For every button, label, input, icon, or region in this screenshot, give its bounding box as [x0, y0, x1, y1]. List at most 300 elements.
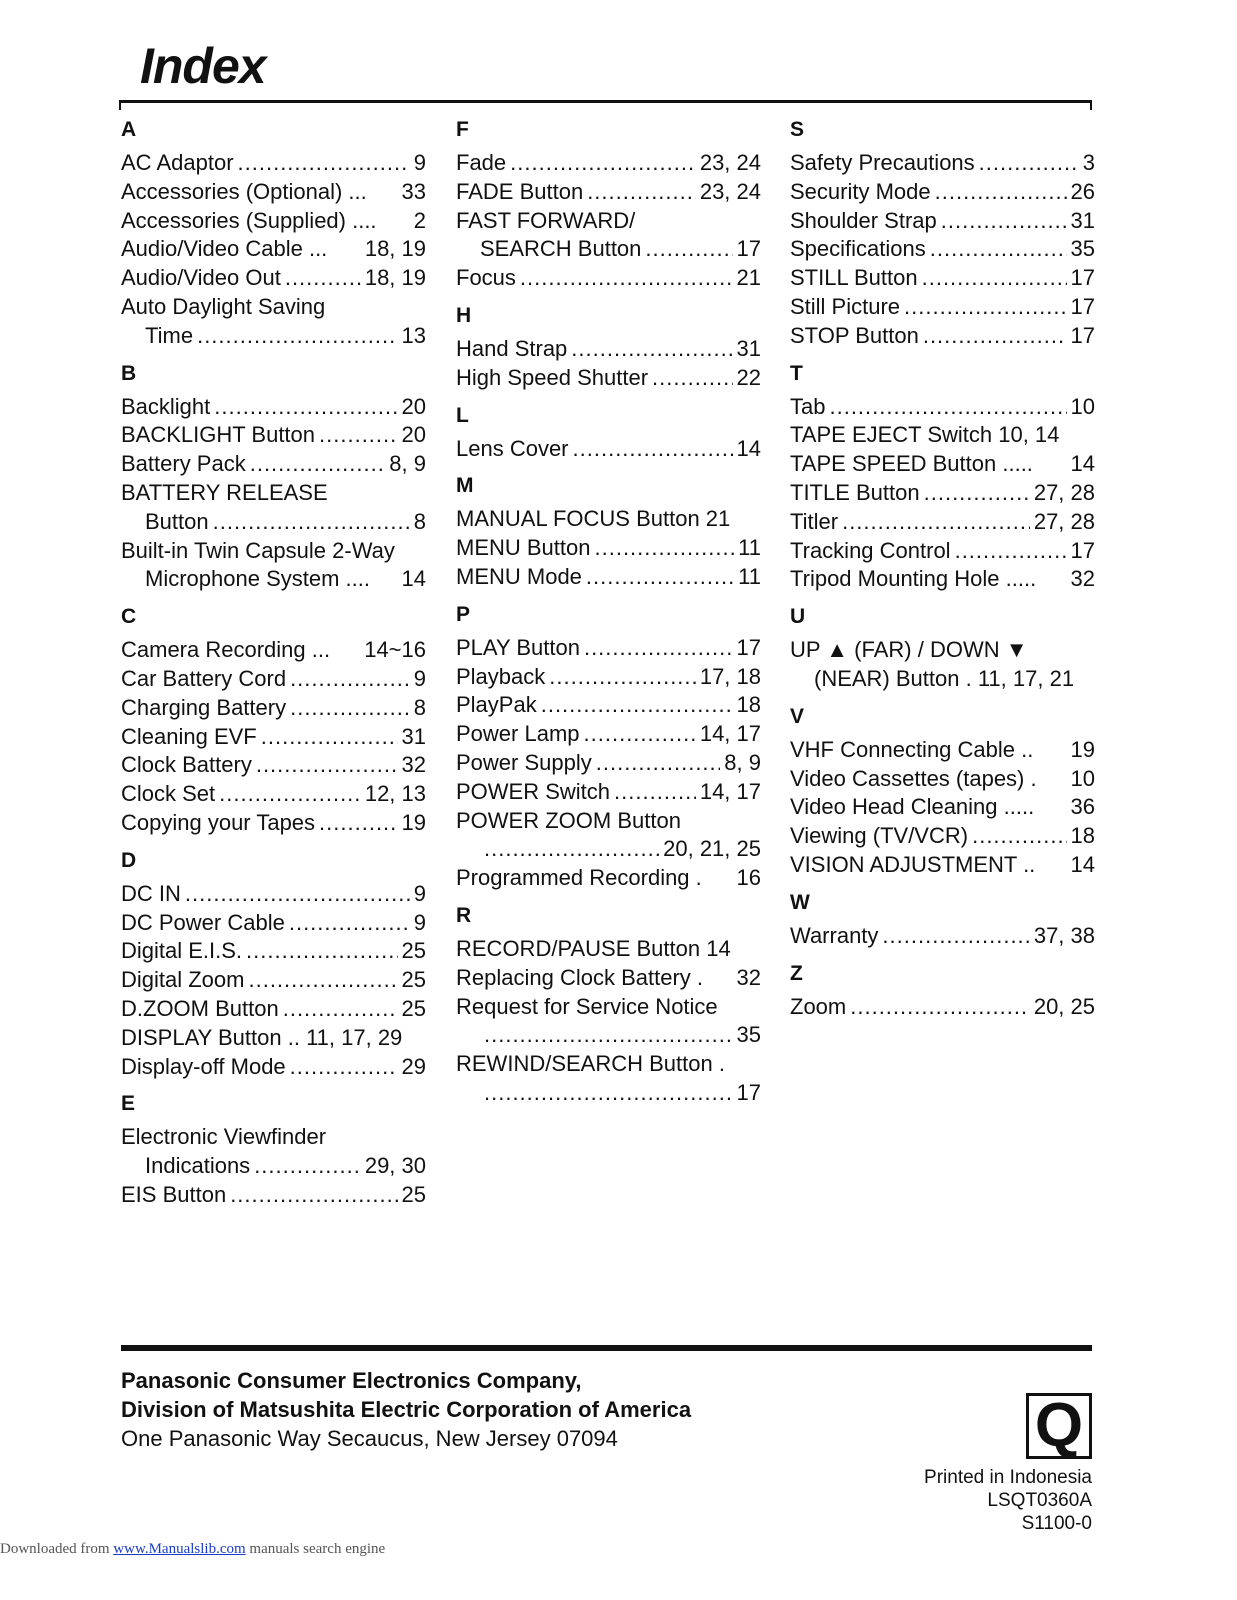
entry-label: Car Battery Cord: [121, 665, 287, 691]
index-entry: [790, 765, 1095, 794]
index-entry: [121, 937, 426, 966]
index-entry: [790, 993, 1095, 1022]
entry-page: 14~16: [364, 637, 426, 663]
section-letter: Z: [790, 961, 803, 985]
index-entry: [790, 293, 1095, 322]
entry-page: 17: [736, 634, 761, 660]
index-entry: [790, 149, 1095, 178]
entry-label: Programmed Recording .: [456, 865, 702, 891]
entry-page: 25: [401, 995, 426, 1021]
index-entry: [790, 851, 1095, 880]
entry-page: 25: [401, 938, 426, 964]
index-section: [456, 602, 761, 893]
entry-label: Battery Pack: [121, 451, 246, 477]
entry-page: 9: [413, 150, 426, 175]
company-division: Division of Matsushita Electric Corporation of America: [121, 1397, 692, 1422]
entry-page: 9: [413, 665, 426, 691]
dot-leader: [587, 178, 696, 207]
company-name: Panasonic Consumer Electronics Company,: [121, 1368, 582, 1393]
index-entry: [790, 421, 1095, 450]
entry-label: Playback: [456, 663, 546, 689]
dot-leader: [290, 694, 410, 723]
entry-page: 20: [401, 393, 426, 419]
entry-label: Camera Recording ...: [121, 637, 331, 663]
dot-leader: [829, 393, 1066, 422]
index-section: [456, 473, 761, 591]
entry-page: 18, 19: [364, 236, 426, 262]
index-entry: [790, 393, 1095, 422]
entry-label: Video Head Cleaning .....: [790, 794, 1035, 820]
footer-rule: [121, 1345, 1092, 1351]
dot-leader: [549, 663, 696, 692]
entry-page: 26: [1070, 178, 1095, 204]
index-entry: [121, 450, 426, 479]
download-prefix: Downloaded from: [0, 1541, 110, 1557]
dot-leader: [652, 364, 732, 393]
entry-page: 18: [736, 692, 761, 718]
index-section: [790, 961, 1095, 1022]
entry-page: 8, 9: [724, 749, 761, 775]
entry-page: 14: [736, 435, 761, 461]
section-letter: V: [790, 704, 805, 728]
dot-leader: [484, 1079, 733, 1108]
entry-label: Accessories (Supplied) ....: [121, 207, 377, 233]
entry-page: 11: [738, 535, 761, 561]
index-entry: [121, 1181, 426, 1210]
index-entry: [121, 178, 426, 207]
index-entry: [790, 636, 1095, 694]
dot-leader: [935, 178, 1067, 207]
index-section: [456, 403, 761, 464]
entry-page: 31: [1070, 207, 1095, 233]
entry-page: 12, 13: [364, 781, 426, 807]
entry-label: PlayPak: [456, 692, 537, 718]
entry-label: Specifications: [790, 236, 926, 262]
model-code: LSQT0360A: [987, 1490, 1092, 1511]
dot-leader: [230, 1181, 397, 1210]
entry-label: Hand Strap: [456, 335, 568, 361]
entry-label: DISPLAY Button .. 11, 17, 29: [121, 1024, 403, 1050]
entry-page: 8: [413, 694, 426, 720]
entry-page: 29: [401, 1053, 426, 1079]
dot-leader: [595, 534, 735, 563]
entry-label: TAPE EJECT Switch 10, 14: [790, 422, 1060, 448]
section-letter: W: [790, 890, 810, 914]
entry-label: BACKLIGHT Button: [121, 422, 316, 448]
entry-label: Titler: [790, 508, 839, 534]
entry-continuation: Indications: [145, 1153, 251, 1179]
dot-leader: [290, 665, 410, 694]
section-letter: D: [121, 848, 137, 872]
dot-leader: [248, 966, 397, 995]
index-entry: [456, 335, 761, 364]
entry-label: VISION ADJUSTMENT ..: [790, 851, 1036, 877]
index-entry: [456, 691, 761, 720]
entry-label: BATTERY RELEASE: [121, 479, 328, 505]
index-entry: [790, 922, 1095, 951]
index-entry: [790, 235, 1095, 264]
index-entry: [790, 537, 1095, 566]
entry-label: TITLE Button: [790, 479, 920, 505]
dot-leader: [238, 149, 410, 178]
index-entry: [790, 264, 1095, 293]
entry-page: 25: [401, 967, 426, 993]
index-entry: [456, 207, 761, 265]
index-entry: [790, 207, 1095, 236]
dot-leader: [319, 809, 397, 838]
entry-page: 37, 38: [1033, 922, 1095, 948]
entry-label: Display-off Mode: [121, 1053, 286, 1079]
index-section: [121, 361, 426, 595]
section-letter: A: [121, 118, 137, 141]
entry-label: Safety Precautions: [790, 150, 975, 175]
entry-label: Accessories (Optional) ...: [121, 178, 367, 204]
entry-page: 14, 17: [699, 778, 761, 804]
entry-label: Auto Daylight Saving: [121, 293, 326, 319]
entry-label: D.ZOOM Button: [121, 995, 279, 1021]
page-title: Index: [140, 38, 266, 94]
entry-label: FAST FORWARD/: [456, 207, 636, 233]
entry-label: Focus: [456, 265, 516, 291]
entry-label: RECORD/PAUSE Button 14: [456, 935, 731, 961]
index-entry: [456, 178, 761, 207]
company-block: [121, 1366, 691, 1453]
entry-page: 14: [401, 566, 426, 592]
index-section: [121, 117, 426, 351]
entry-label: Zoom: [790, 993, 847, 1019]
entry-page: 29, 30: [364, 1153, 426, 1179]
dot-leader: [541, 691, 733, 720]
dot-leader: [941, 207, 1067, 236]
index-column: [456, 117, 761, 1118]
entry-label: UP ▲ (FAR) / DOWN ▼: [790, 637, 1028, 663]
entry-page: 17: [736, 236, 761, 262]
section-letter: L: [456, 403, 469, 427]
entry-page: 3: [1082, 150, 1095, 175]
dot-leader: [573, 435, 733, 464]
entry-label: TAPE SPEED Button .....: [790, 451, 1033, 477]
section-letter: B: [121, 361, 137, 385]
entry-page: 11: [738, 563, 761, 589]
index-entry: [456, 435, 761, 464]
entry-continuation: SEARCH Button: [480, 236, 642, 262]
entry-label: Backlight: [121, 393, 211, 419]
index-entry: [121, 207, 426, 236]
index-entry: [456, 864, 761, 893]
index-entry: [456, 720, 761, 749]
dot-leader: [979, 149, 1079, 178]
index-entry: [790, 793, 1095, 822]
entry-label: Security Mode: [790, 178, 931, 204]
dot-leader: [924, 479, 1030, 508]
index-column: [121, 117, 426, 1220]
index-section: [790, 117, 1095, 351]
title-rule: [121, 100, 1092, 110]
entry-label: Power Lamp: [456, 721, 580, 747]
index-entry: [790, 178, 1095, 207]
entry-label: Still Picture: [790, 293, 901, 319]
dot-leader: [214, 393, 397, 422]
index-entry: [121, 235, 426, 264]
index-entry: [790, 565, 1095, 594]
dot-leader: [584, 720, 696, 749]
entry-label: Tracking Control: [790, 537, 951, 563]
index-section: [790, 604, 1095, 694]
entry-page: 32: [1070, 566, 1095, 592]
entry-page: 17: [736, 1079, 761, 1105]
entry-page: 32: [401, 752, 426, 778]
entry-continuation: Microphone System ....: [145, 566, 370, 592]
index-entry: [456, 778, 761, 807]
dot-leader: [571, 335, 732, 364]
index-section: [121, 604, 426, 838]
entry-label: Viewing (TV/VCR): [790, 823, 969, 849]
entry-page: 13: [401, 322, 426, 348]
entry-page: 25: [401, 1181, 426, 1207]
index-entry: [456, 663, 761, 692]
dot-leader: [250, 450, 386, 479]
index-entry: [456, 264, 761, 293]
index-entry: [456, 935, 761, 964]
index-entry: [121, 479, 426, 537]
entry-label: Replacing Clock Battery .: [456, 964, 703, 990]
index-entry: [121, 880, 426, 909]
manualslib-link[interactable]: www.Manualslib.com: [113, 1541, 246, 1557]
section-letter: E: [121, 1092, 136, 1116]
dot-leader: [254, 1152, 361, 1181]
entry-label: Digital Zoom: [121, 967, 245, 993]
dot-leader: [484, 835, 659, 864]
dot-leader: [246, 937, 397, 966]
entry-page: 27, 28: [1033, 508, 1095, 534]
entry-label: Audio/Video Cable ...: [121, 236, 328, 262]
index-entry: [790, 450, 1095, 479]
index-entry: [790, 822, 1095, 851]
dot-leader: [972, 822, 1066, 851]
entry-page: 19: [1070, 736, 1095, 762]
index-entry: [121, 995, 426, 1024]
dot-leader: [596, 749, 721, 778]
index-entry: [121, 393, 426, 422]
entry-label: STILL Button: [790, 265, 918, 291]
index-section: [121, 1091, 426, 1209]
entry-page: 23, 24: [699, 178, 761, 204]
index-entry: [790, 736, 1095, 765]
entry-label: AC Adaptor: [121, 150, 234, 175]
index-entry: [121, 909, 426, 938]
entry-label: High Speed Shutter: [456, 364, 649, 390]
entry-label: Clock Battery: [121, 752, 252, 778]
section-letter: T: [790, 361, 803, 385]
entry-label: Electronic Viewfinder: [121, 1124, 327, 1150]
dot-leader: [520, 264, 733, 293]
entry-label: VHF Connecting Cable ..: [790, 736, 1034, 762]
entry-label: Request for Service Notice: [456, 993, 718, 1019]
entry-label: Warranty: [790, 922, 879, 948]
dot-leader: [842, 508, 1030, 537]
entry-page: 10: [1070, 765, 1095, 791]
dot-leader: [319, 421, 398, 450]
index-entry: [456, 505, 761, 534]
entry-label: Tab: [790, 393, 826, 419]
entry-page: 10: [1070, 393, 1095, 419]
entry-page: 2: [413, 207, 426, 233]
entry-page: 35: [736, 1022, 761, 1048]
entry-label: Video Cassettes (tapes) .: [790, 765, 1037, 791]
dot-leader: [904, 293, 1066, 322]
entry-label: MANUAL FOCUS Button 21: [456, 506, 731, 532]
index-entry: [121, 149, 426, 178]
dot-leader: [584, 634, 733, 663]
dot-leader: [923, 322, 1067, 351]
entry-page: 9: [413, 909, 426, 935]
entry-page: 19: [401, 809, 426, 835]
section-letter: R: [456, 903, 472, 927]
section-letter: F: [456, 118, 469, 141]
index-entry: [121, 1123, 426, 1181]
entry-label: DC IN: [121, 880, 181, 906]
index-entry: [121, 723, 426, 752]
dot-leader: [283, 995, 398, 1024]
entry-label: MENU Mode: [456, 563, 582, 589]
dot-leader: [645, 235, 732, 264]
index-entry: [456, 364, 761, 393]
index-entry: [121, 1053, 426, 1082]
index-entry: [790, 322, 1095, 351]
index-section: [790, 890, 1095, 951]
dot-leader: [213, 508, 410, 537]
index-entry: [121, 293, 426, 351]
entry-page: 31: [736, 335, 761, 361]
entry-label: Cleaning EVF: [121, 723, 257, 749]
entry-page: 31: [401, 723, 426, 749]
entry-page: 22: [736, 364, 761, 390]
index-entry: [456, 749, 761, 778]
dot-leader: [850, 993, 1030, 1022]
index-entry: [456, 563, 761, 592]
download-note: [0, 1541, 385, 1558]
index-entry: [121, 694, 426, 723]
index-entry: [790, 479, 1095, 508]
dot-leader: [955, 537, 1067, 566]
download-suffix: manuals search engine: [249, 1541, 386, 1557]
dot-leader: [922, 264, 1067, 293]
index-entry: [121, 966, 426, 995]
index-entry: [456, 534, 761, 563]
entry-page: 17, 18: [699, 663, 761, 689]
index-entry: [121, 636, 426, 665]
entry-page: 14: [1070, 451, 1095, 477]
entry-label: Clock Set: [121, 781, 216, 807]
entry-page: 14: [1070, 851, 1095, 877]
entry-page: 16: [736, 865, 761, 891]
index-entry: [456, 634, 761, 663]
entry-label: Built-in Twin Capsule 2-Way: [121, 537, 395, 563]
entry-label: Power Supply: [456, 749, 592, 775]
entry-label: FADE Button: [456, 178, 584, 204]
index-section: [790, 704, 1095, 880]
index-section: [456, 303, 761, 393]
entry-page: 23, 24: [699, 150, 761, 175]
index-column: [790, 117, 1095, 1031]
entry-label: POWER ZOOM Button: [456, 807, 681, 833]
entry-page: 27, 28: [1033, 479, 1095, 505]
entry-page: 9: [413, 880, 426, 906]
entry-page: 20, 25: [1033, 993, 1095, 1019]
entry-page: 17: [1070, 293, 1095, 319]
section-letter: M: [456, 474, 474, 498]
dot-leader: [290, 1053, 398, 1082]
entry-continuation: (NEAR) Button . 11, 17, 21: [814, 665, 1075, 691]
entry-page: 17: [1070, 265, 1095, 291]
section-letter: P: [456, 602, 471, 626]
company-address: One Panasonic Way Secaucus, New Jersey 07094: [121, 1426, 618, 1451]
index-section: [790, 361, 1095, 595]
printed-in: Printed in Indonesia: [924, 1467, 1092, 1488]
entry-page: 33: [401, 178, 426, 204]
index-entry: [456, 993, 761, 1051]
entry-page: 21: [736, 265, 761, 291]
entry-label: Tripod Mounting Hole .....: [790, 566, 1037, 592]
index-entry: [121, 421, 426, 450]
entry-label: Charging Battery: [121, 694, 287, 720]
dot-leader: [882, 922, 1029, 951]
entry-page: 8: [413, 508, 426, 534]
dot-leader: [197, 322, 397, 351]
entry-page: 20, 21, 25: [663, 836, 761, 862]
print-info: [924, 1466, 1092, 1535]
index-entry: [456, 807, 761, 865]
print-code: S1100-0: [1021, 1513, 1092, 1534]
entry-continuation: Time: [145, 322, 194, 348]
index-entry: [790, 508, 1095, 537]
dot-leader: [289, 909, 410, 938]
section-letter: U: [790, 605, 806, 629]
q-logo-letter: Q: [1034, 1391, 1084, 1460]
q-logo: [1026, 1393, 1092, 1459]
entry-label: PLAY Button: [456, 634, 580, 660]
entry-label: Fade: [456, 150, 507, 175]
index-entry: [121, 780, 426, 809]
index-entry: [121, 1024, 426, 1053]
index-entry: [456, 1050, 761, 1108]
entry-label: REWIND/SEARCH Button .: [456, 1051, 725, 1077]
entry-page: 18: [1070, 823, 1095, 849]
entry-label: STOP Button: [790, 322, 919, 348]
entry-label: Copying your Tapes: [121, 809, 316, 835]
index-section: [456, 117, 761, 293]
section-letter: C: [121, 605, 137, 629]
entry-page: 32: [736, 964, 761, 990]
dot-leader: [484, 1021, 733, 1050]
entry-label: Audio/Video Out: [121, 265, 281, 291]
entry-page: 17: [1070, 537, 1095, 563]
entry-label: DC Power Cable: [121, 909, 285, 935]
index-entry: [121, 809, 426, 838]
dot-leader: [614, 778, 696, 807]
entry-label: Digital E.I.S.: [121, 938, 243, 964]
dot-leader: [930, 235, 1067, 264]
dot-leader: [256, 751, 398, 780]
entry-page: 36: [1070, 794, 1095, 820]
entry-page: 14, 17: [699, 721, 761, 747]
entry-continuation: Button: [145, 508, 209, 534]
entry-label: POWER Switch: [456, 778, 611, 804]
section-letter: H: [456, 303, 472, 327]
index-entry: [121, 264, 426, 293]
index-section: [121, 848, 426, 1082]
index-section: [456, 903, 761, 1108]
